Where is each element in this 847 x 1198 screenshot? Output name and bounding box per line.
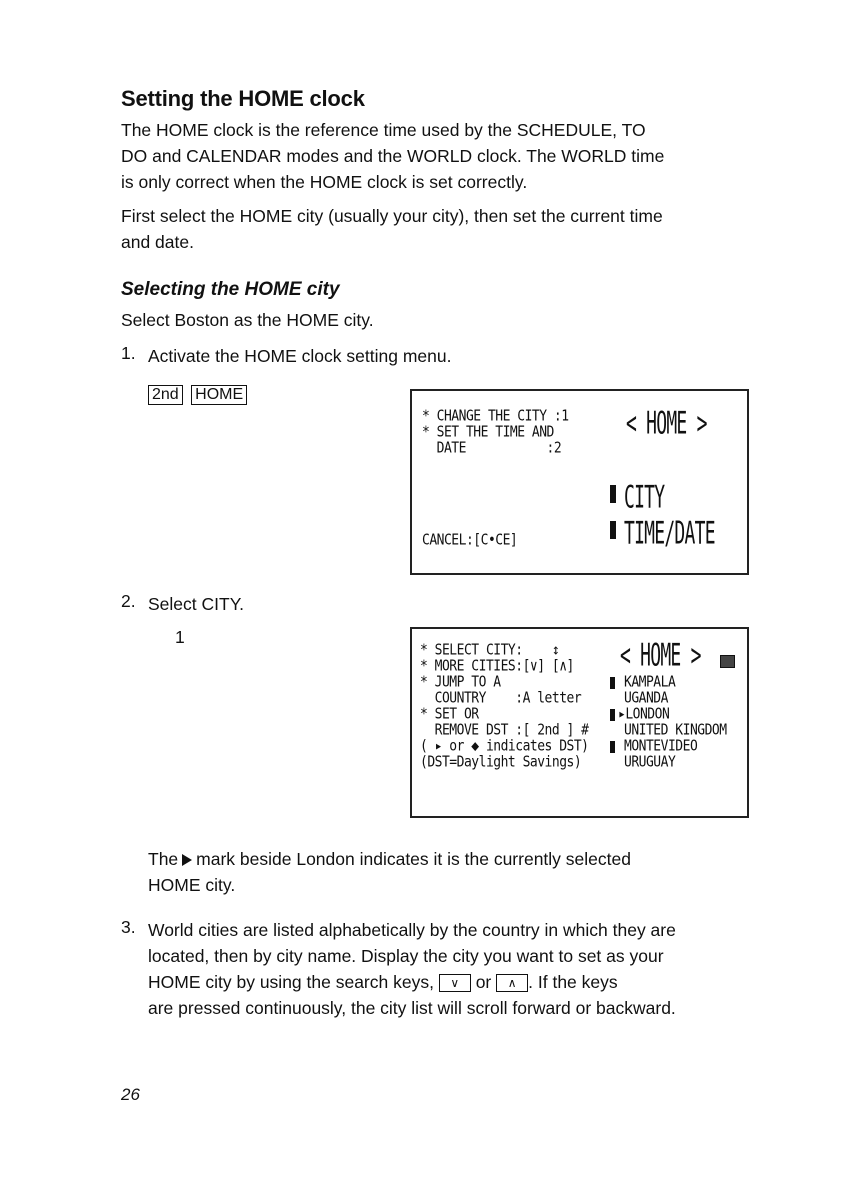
lcd-line: * MORE CITIES:[∨] [∧] <box>420 657 574 676</box>
step3-line: are pressed continuously, the city list will scroll forward or backward. <box>148 998 676 1018</box>
key-down-icon: ∨ <box>439 974 471 992</box>
intro2-line: First select the HOME city (usually your city), then set the current time <box>121 206 663 226</box>
lcd-city: MONTEVIDEO <box>624 737 698 756</box>
step1-number: 1. <box>121 343 136 363</box>
lcd-option-time-date: TIME/DATE <box>624 515 715 552</box>
intro2-paragraph <box>121 203 741 255</box>
step1-keys <box>148 385 251 405</box>
lcd-option-city: CITY <box>624 479 665 516</box>
intro2-line: and date. <box>121 232 194 252</box>
step3-line3a: HOME city by using the search keys, <box>148 972 434 992</box>
scroll-icon <box>720 655 735 668</box>
lcd-line: * SELECT CITY: ↕ <box>420 641 560 660</box>
step3-number: 3. <box>121 917 136 937</box>
option-2-marker <box>610 521 616 539</box>
step3-text <box>148 917 748 1021</box>
intro-line: is only correct when the HOME clock is set correctly. <box>121 172 528 192</box>
intro-paragraph <box>121 117 741 195</box>
lcd-country: UNITED KINGDOM <box>624 721 727 740</box>
city-marker <box>610 709 615 721</box>
step2-text: Select CITY. <box>148 594 244 614</box>
subsection-lead: Select Boston as the HOME city. <box>121 310 374 330</box>
section-title: Setting the HOME clock <box>121 86 365 111</box>
lcd-screen-menu <box>410 389 749 575</box>
city-marker <box>610 677 615 689</box>
step1-text: Activate the HOME clock setting menu. <box>148 346 452 366</box>
note-line: HOME city. <box>148 875 236 895</box>
note-prefix: The <box>148 849 179 869</box>
lcd-header: < HOME > <box>620 637 701 674</box>
key-up-icon: ∧ <box>496 974 528 992</box>
page-number: 26 <box>121 1085 140 1104</box>
lcd-city-selected: ▸LONDON <box>618 705 670 724</box>
lcd-screen-city-select <box>410 627 749 818</box>
step3-or: or <box>475 972 492 992</box>
current-city-arrow-icon <box>182 854 192 866</box>
key-2nd: 2nd <box>148 385 183 405</box>
subsection-title: Selecting the HOME city <box>121 279 340 300</box>
lcd-cancel-hint: CANCEL:[C•CE] <box>422 531 518 550</box>
intro-line: DO and CALENDAR modes and the WORLD clock. The WORLD time <box>121 146 665 166</box>
lcd-line: * CHANGE THE CITY :1 <box>422 407 569 426</box>
lcd-line: REMOVE DST :[ 2nd ] # <box>420 721 589 740</box>
step2-key: 1 <box>175 627 185 647</box>
lcd-line: * JUMP TO A <box>420 673 501 692</box>
option-1-marker <box>610 485 616 503</box>
step3-line: World cities are listed alphabetically by the country in which they are <box>148 920 676 940</box>
step3-line: located, then by city name. Display the city you want to set as your <box>148 946 664 966</box>
lcd-line: ( ▸ or ◆ indicates DST) <box>420 737 589 756</box>
lcd-line: DATE :2 <box>422 439 562 458</box>
lcd-line: COUNTRY :A letter <box>420 689 582 708</box>
lcd-line: * SET THE TIME AND <box>422 423 554 442</box>
key-home: HOME <box>191 385 247 405</box>
lcd-line: (DST=Daylight Savings) <box>420 753 582 772</box>
lcd-city: KAMPALA <box>624 673 676 692</box>
intro-line: The HOME clock is the reference time used by the SCHEDULE, TO <box>121 120 646 140</box>
step2-note <box>148 846 748 898</box>
step2-number: 2. <box>121 591 136 611</box>
lcd-country: UGANDA <box>624 689 668 708</box>
city-marker <box>610 741 615 753</box>
step3-line3b: . If the keys <box>528 972 618 992</box>
lcd-country: URUGUAY <box>624 753 676 772</box>
note-line: mark beside London indicates it is the currently selected <box>196 849 631 869</box>
lcd-header: < HOME > <box>626 405 707 442</box>
lcd-line: * SET OR <box>420 705 479 724</box>
